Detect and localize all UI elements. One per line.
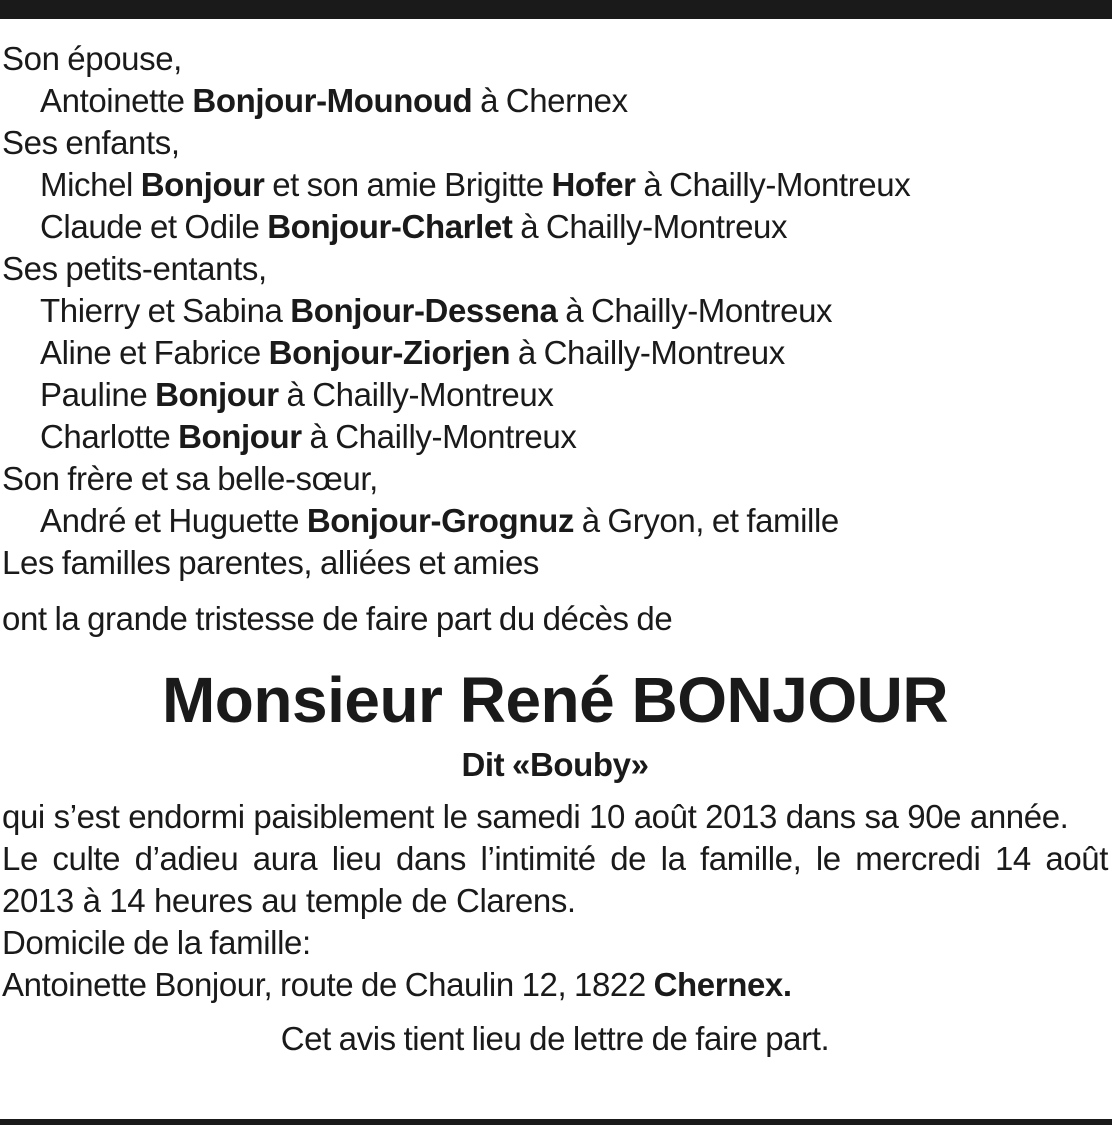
grandchild-place: à Chailly-Montreux	[510, 334, 785, 371]
grandchild-line	[2, 290, 1108, 332]
spouse-place: à Chernex	[472, 82, 628, 119]
child-first-name: Claude et Odile	[40, 208, 268, 245]
grandchild-line	[2, 332, 1108, 374]
child-place: à Chailly-Montreux	[635, 166, 911, 203]
child-surname: Bonjour-Charlet	[267, 208, 513, 245]
grandchild-first-name: Charlotte	[40, 418, 179, 455]
grandchild-place: à Chailly-Montreux	[557, 292, 833, 329]
sibling-line	[2, 500, 1108, 542]
grandchild-place: à Chailly-Montreux	[278, 376, 554, 413]
child-first-name: Michel	[40, 166, 141, 203]
spouse-surname: Bonjour-Mounoud	[192, 82, 473, 119]
obituary-notice	[2, 38, 1108, 1060]
child-partner-surname: Hofer	[551, 166, 636, 203]
grandchild-first-name: Pauline	[40, 376, 156, 413]
address-text: Antoinette Bonjour, route de Chaulin 12, 1822	[2, 966, 654, 1003]
sibling-surname: Bonjour-Grognuz	[306, 502, 574, 539]
sibling-first-name: André et Huguette	[40, 502, 307, 539]
domicile-heading: Domicile de la famille:	[2, 924, 311, 961]
bottom-rule	[0, 1119, 1112, 1125]
closing-note: Cet avis tient lieu de lettre de faire part.	[280, 1020, 830, 1057]
grandchild-surname: Bonjour	[178, 418, 302, 455]
service-details: Le culte d’adieu aura lieu dans l’intimité de la famille, le mercredi 14 août 2013 à 14 heures au temple de Clarens.	[2, 840, 1108, 919]
sibling-heading: Son frère et sa belle-sœur,	[2, 460, 378, 497]
child-line	[2, 164, 1108, 206]
grandchildren-heading: Ses petits-entants,	[2, 250, 267, 287]
grandchild-line	[2, 416, 1108, 458]
death-details: qui s’est endormi paisiblement le samedi 10 août 2013 dans sa 90e année.	[2, 798, 1069, 835]
top-rule	[0, 0, 1112, 19]
deceased-nickname: Dit «Bouby»	[461, 746, 649, 783]
child-place: à Chailly-Montreux	[512, 208, 788, 245]
grandchild-surname: Bonjour-Ziorjen	[268, 334, 511, 371]
child-partner-text: et son amie Brigitte	[264, 166, 552, 203]
grandchild-line	[2, 374, 1108, 416]
grandchild-place: à Chailly-Montreux	[301, 418, 577, 455]
spouse-first-name: Antoinette	[40, 82, 193, 119]
address-town: Chernex.	[653, 966, 792, 1003]
sibling-place: à Gryon, et famille	[573, 502, 839, 539]
spouse-line	[2, 80, 1108, 122]
deceased-name: Monsieur René BONJOUR	[161, 664, 949, 736]
child-line	[2, 206, 1108, 248]
extended-family: Les familles parentes, alliées et amies	[2, 544, 540, 581]
grandchild-first-name: Aline et Fabrice	[40, 334, 269, 371]
announcement-text: ont la grande tristesse de faire part du décès de	[2, 600, 673, 637]
child-surname: Bonjour	[140, 166, 265, 203]
family-address	[2, 964, 1108, 1006]
grandchild-surname: Bonjour-Dessena	[290, 292, 558, 329]
children-heading: Ses enfants,	[2, 124, 180, 161]
spouse-heading: Son épouse,	[2, 40, 182, 77]
grandchild-first-name: Thierry et Sabina	[40, 292, 291, 329]
grandchild-surname: Bonjour	[155, 376, 279, 413]
